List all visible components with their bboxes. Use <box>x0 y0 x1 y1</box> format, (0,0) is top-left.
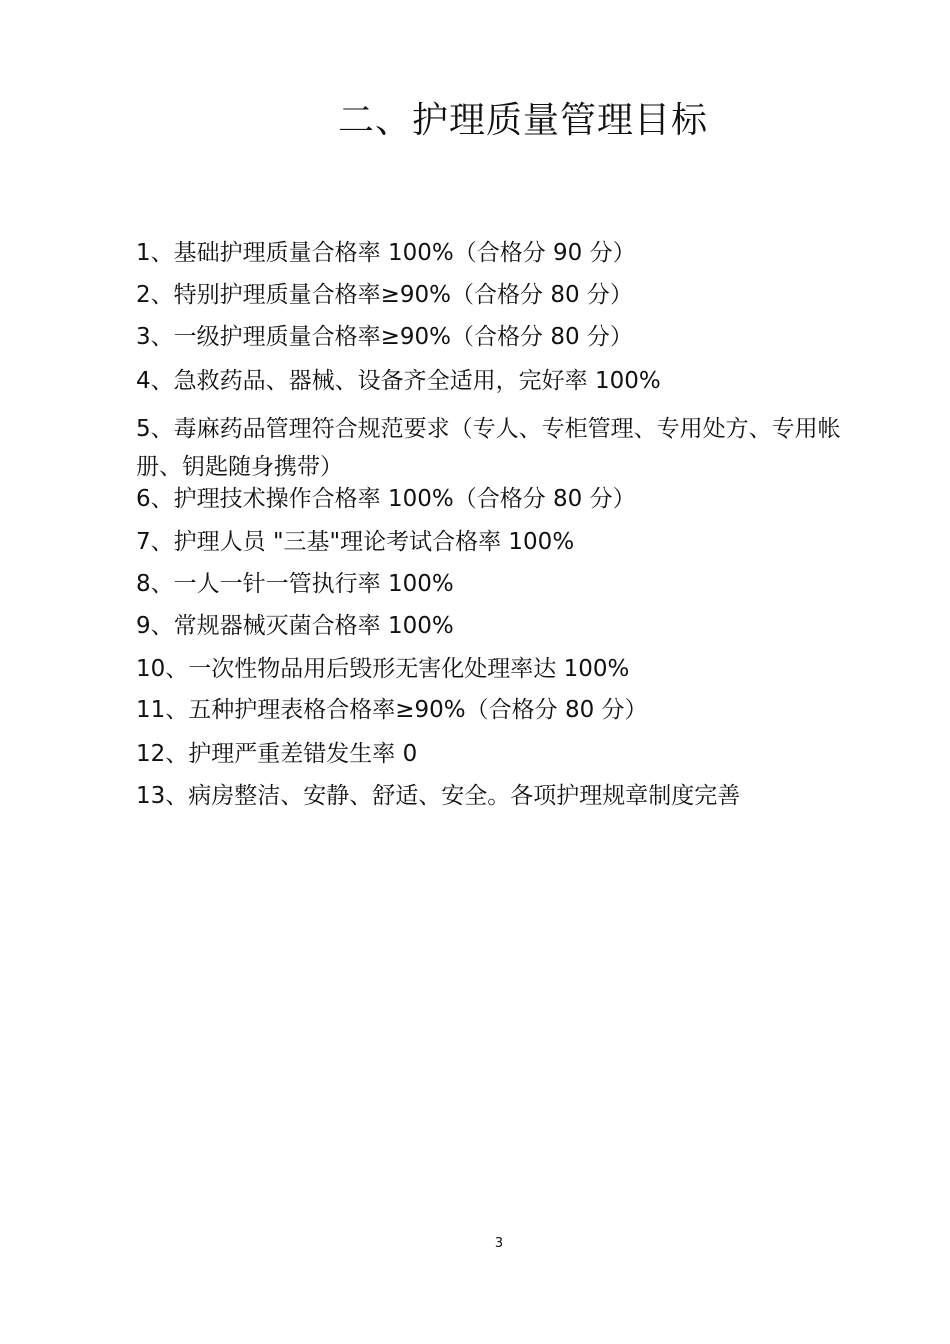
list-item-3: 3、一级护理质量合格率≥90%（合格分 80 分） <box>136 324 633 350</box>
list-item-8: 8、一人一针一管执行率 100% <box>136 571 454 597</box>
list-item-5: 5、毒麻药品管理符合规范要求（专人、专柜管理、专用处方、专用帐册、钥匙随身携带） <box>136 416 841 480</box>
page-number: 3 <box>494 1236 504 1251</box>
list-item-9: 9、常规器械灭菌合格率 100% <box>136 613 454 639</box>
list-item-7: 7、护理人员 "三基"理论考试合格率 100% <box>136 529 575 555</box>
list-item-11: 11、五种护理表格合格率≥90%（合格分 80 分） <box>136 697 648 723</box>
list-item-1: 1、基础护理质量合格率 100%（合格分 90 分） <box>136 240 636 266</box>
list-item-6: 6、护理技术操作合格率 100%（合格分 80 分） <box>136 486 636 512</box>
page-title: 二、护理质量管理目标 <box>337 100 708 141</box>
list-item-10: 10、一次性物品用后毁形无害化处理率达 100% <box>136 656 630 682</box>
list-item-12: 12、护理严重差错发生率 0 <box>136 741 418 767</box>
list-item-13: 13、病房整洁、安静、舒适、安全。各项护理规章制度完善 <box>136 783 741 809</box>
list-item-2: 2、特别护理质量合格率≥90%（合格分 80 分） <box>136 282 633 308</box>
list-item-4: 4、急救药品、器械、设备齐全适用，完好率 100% <box>136 368 661 394</box>
